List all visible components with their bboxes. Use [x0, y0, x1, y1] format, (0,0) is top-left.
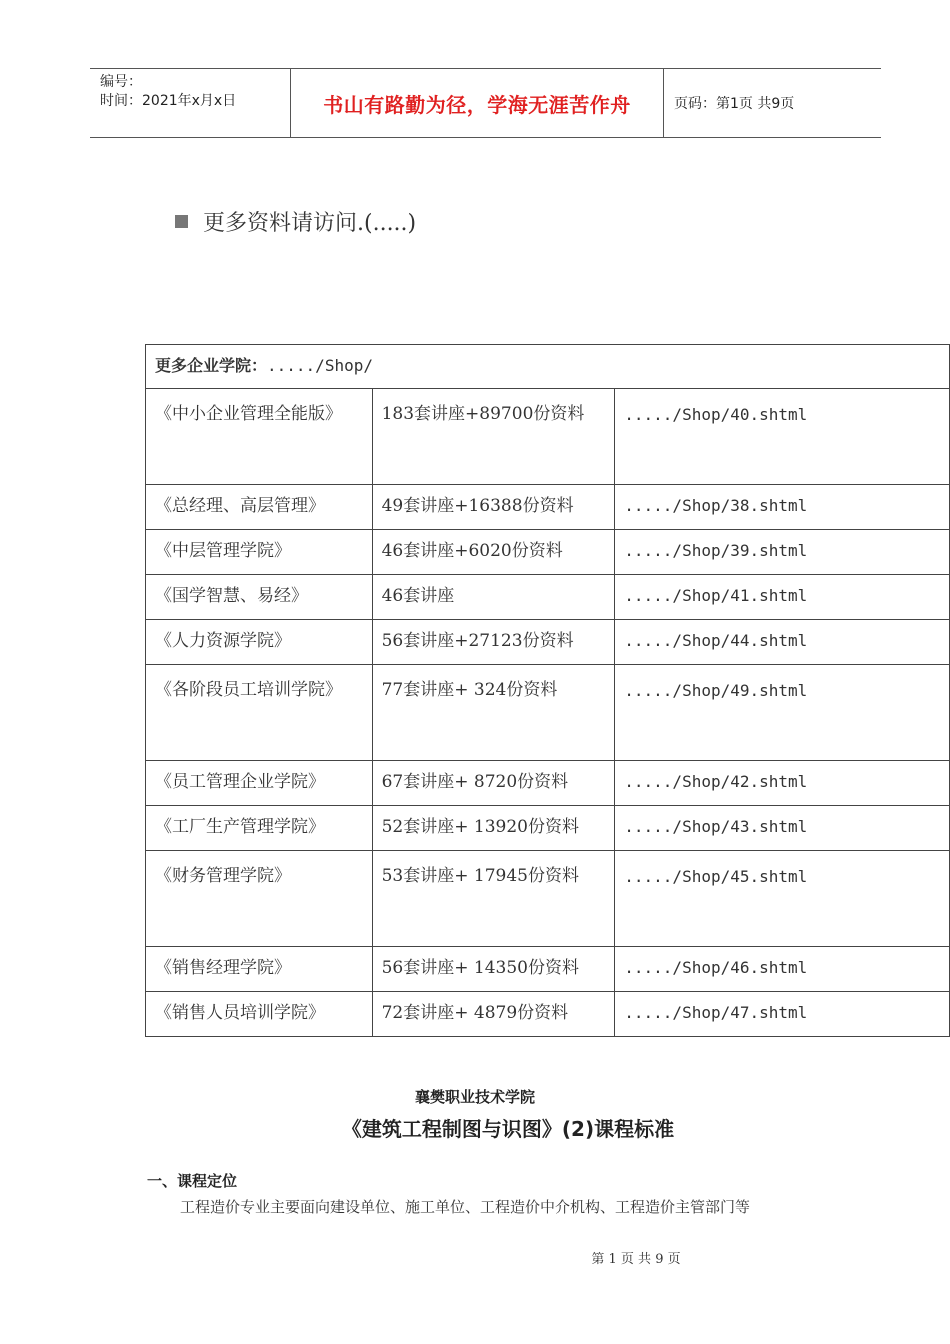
header-page-label: 页码：第1页 共9页 [674, 96, 795, 112]
row-count: 72套讲座+ 4879份资料 [372, 992, 615, 1037]
table-row [146, 530, 950, 575]
table-row [146, 485, 950, 530]
table-header-row [146, 345, 950, 389]
row-link[interactable]: ...../Shop/46.shtml [615, 947, 950, 992]
school-name: 襄樊职业技术学院 [414, 1088, 535, 1106]
row-name: 《国学智慧、易经》 [146, 575, 373, 620]
table-row [146, 620, 950, 665]
table-row [146, 761, 950, 806]
table-row [146, 665, 950, 761]
row-name: 《销售经理学院》 [146, 947, 373, 992]
row-link[interactable]: ...../Shop/45.shtml [615, 851, 950, 947]
resource-table [145, 344, 950, 1037]
row-name: 《中层管理学院》 [146, 530, 373, 575]
header-motto: 书山有路勤为径，学海无涯苦作舟 [291, 69, 664, 137]
row-count: 52套讲座+ 13920份资料 [372, 806, 615, 851]
row-name: 《员工管理企业学院》 [146, 761, 373, 806]
row-count: 56套讲座+27123份资料 [372, 620, 615, 665]
row-link[interactable]: ...../Shop/41.shtml [615, 575, 950, 620]
row-link[interactable]: ...../Shop/42.shtml [615, 761, 950, 806]
row-link[interactable]: ...../Shop/38.shtml [615, 485, 950, 530]
section-heading: 一、课程定位 [147, 1172, 238, 1190]
more-info-text: 更多资料请访问.(.....) [203, 211, 417, 236]
row-link[interactable]: ...../Shop/44.shtml [615, 620, 950, 665]
code-label: 编号： [100, 74, 142, 90]
row-count: 56套讲座+ 14350份资料 [372, 947, 615, 992]
row-name: 《财务管理学院》 [146, 851, 373, 947]
row-count: 67套讲座+ 8720份资料 [372, 761, 615, 806]
page-footer: 第 1 页 共 9 页 [591, 1252, 681, 1267]
row-name: 《人力资源学院》 [146, 620, 373, 665]
row-name: 《中小企业管理全能版》 [146, 389, 373, 485]
row-link[interactable]: ...../Shop/47.shtml [615, 992, 950, 1037]
row-link[interactable]: ...../Shop/39.shtml [615, 530, 950, 575]
row-count: 183套讲座+89700份资料 [372, 389, 615, 485]
table-row [146, 851, 950, 947]
row-count: 46套讲座 [372, 575, 615, 620]
row-count: 49套讲座+16388份资料 [372, 485, 615, 530]
table-row [146, 389, 950, 485]
table-header-link[interactable]: ...../Shop/ [267, 356, 373, 375]
more-info-line [175, 206, 416, 237]
row-name: 《总经理、高层管理》 [146, 485, 373, 530]
table-header-cell [146, 345, 950, 389]
header-meta [90, 69, 291, 137]
square-bullet-icon [175, 215, 188, 228]
section-text: 工程造价专业主要面向建设单位、施工单位、工程造价中介机构、工程造价主管部门等 [180, 1198, 751, 1216]
table-row [146, 806, 950, 851]
row-count: 53套讲座+ 17945份资料 [372, 851, 615, 947]
row-name: 《销售人员培训学院》 [146, 992, 373, 1037]
table-row [146, 947, 950, 992]
page-header [90, 68, 881, 138]
row-link[interactable]: ...../Shop/49.shtml [615, 665, 950, 761]
course-title: 《建筑工程制图与识图》(2)课程标准 [341, 1117, 675, 1141]
row-name: 《工厂生产管理学院》 [146, 806, 373, 851]
row-link[interactable]: ...../Shop/40.shtml [615, 389, 950, 485]
row-name: 《各阶段员工培训学院》 [146, 665, 373, 761]
row-count: 77套讲座+ 324份资料 [372, 665, 615, 761]
time-label: 时间：2021年x月x日 [100, 93, 237, 109]
table-row [146, 992, 950, 1037]
row-link[interactable]: ...../Shop/43.shtml [615, 806, 950, 851]
row-count: 46套讲座+6020份资料 [372, 530, 615, 575]
table-header-label: 更多企业学院： [155, 356, 268, 375]
table-row [146, 575, 950, 620]
